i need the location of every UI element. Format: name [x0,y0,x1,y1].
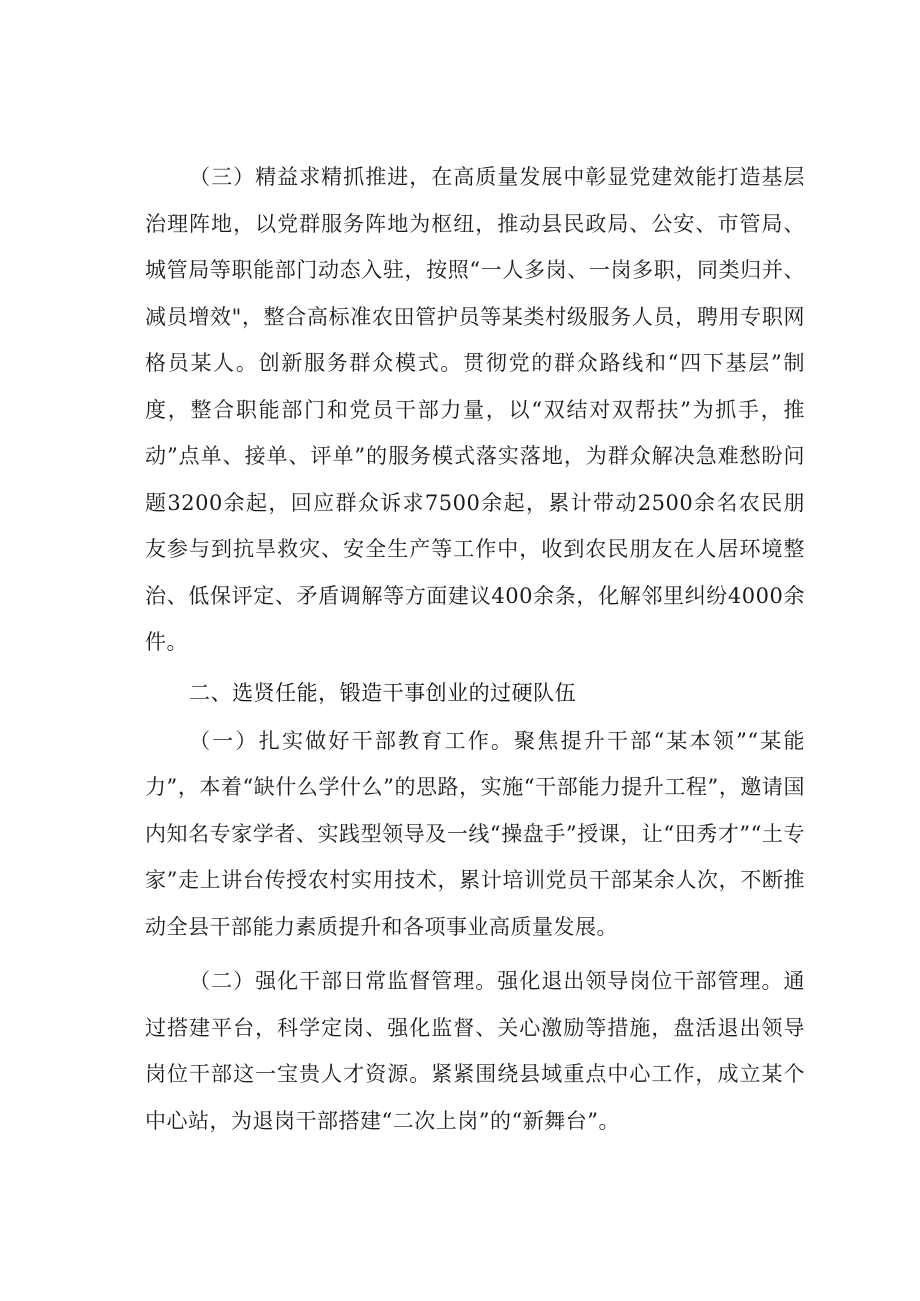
paragraph-section-3-advance: （三）精益求精抓推进，在高质量发展中彰显党建效能打造基层治理阵地，以党群服务阵地为枢纽，推动县民政局、公安、市管局、城管局等职能部门动态入驻，按照“一人多岗、一岗多职，同类归并、减员增效"，整合高标准农田管护员等某类村级服务人员，聘用专职网格员某人。创新服务群众模式。贯彻党的群众路线和“四下基层”制度，整合职能部门和党员干部力量，以“双结对双帮扶”为抓手，推动”点单、接单、评单”的服务模式落实落地，为群众解决急难愁盼问题3200余起，回应群众诉求7500余起，累计带动2500余名农民朋友参与到抗旱救灾、安全生产等工作中，收到农民朋友在人居环境整治、低保评定、矛盾调解等方面建议400余条，化解邻里纠纷4000余件。 [145,165,805,654]
paragraph-cadre-education: （一）扎实做好干部教育工作。聚焦提升干部“某本领”“某能力”，本着“缺什么学什么”的思路，实施“干部能力提升工程”，邀请国内知名专家学者、实践型领导及一线“操盘手”授课，让“田秀才”“土专家”走上讲台传授农村实用技术，累计培训党员干部某余人次，不断推动全县干部能力素质提升和各项事业高质量发展。 [145,728,805,939]
paragraph-cadre-supervision: （二）强化干部日常监督管理。强化退出领导岗位干部管理。通过搭建平台，科学定岗、强化监督、关心激励等措施，盘活退出领导岗位干部这一宝贵人才资源。紧紧围绕县域重点中心工作，成立某个中心站，为退岗干部搭建“二次上岗”的“新舞台”。 [145,969,805,1133]
section-heading-talent: 二、选贤任能，锻造干事创业的过硬队伍 [189,680,577,705]
document-body [145,154,805,1144]
